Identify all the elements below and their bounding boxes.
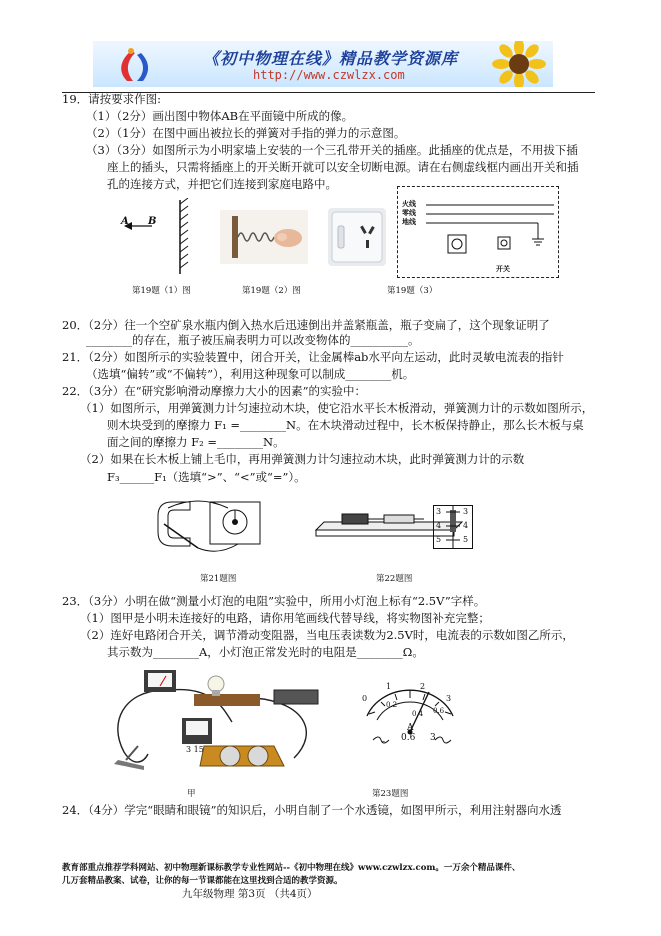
mirror-figure	[110, 198, 200, 276]
q19-title: 19．请按要求作图:	[62, 92, 162, 106]
ammeter-scale-0-6: 0.6	[433, 707, 445, 715]
live-wire-label: 火线	[402, 199, 416, 208]
ammeter-scale-0: 0	[362, 694, 368, 703]
caption-19-3: 第19题（3）	[387, 286, 438, 296]
q23-line1: 23．（3分）小明在做“测量小灯泡的电阻”实验中，所用小灯泡上标有“2.5V”字样。	[62, 594, 486, 608]
galvanometer-figure	[148, 494, 268, 564]
label-b: B	[148, 216, 157, 227]
ammeter-scale-0-2: 0.2	[386, 701, 398, 709]
q22-line1: 22．（3分）在“研究影响滑动摩擦力大小的因素”的实验中：	[62, 384, 366, 398]
banner-logo-icon	[101, 45, 161, 85]
caption-19-1: 第19题（1）图	[132, 286, 191, 296]
q22-line3: 则木块受到的摩擦力 F₁ =________N。在木块滑动过程中，长木板保持静止，那么长木板与桌	[107, 418, 584, 432]
ammeter-dial	[355, 668, 465, 758]
q20-line2: ________的存在，瓶子被压扁表明力可以改变物体的__________。	[86, 333, 420, 347]
q19-sub3-line2: 座上的插头，只需将插座上的开关断开就可以安全切断电源。请在右侧虚线框内画出开关和插	[107, 160, 579, 174]
caption-21: 第21题图	[200, 574, 237, 584]
meter-terminals-label: 3 15	[186, 745, 204, 754]
q19-sub2: （2）（1分）在图中画出被拉长的弹簧对手指的弹力的示意图。	[86, 126, 406, 140]
banner-url: http://www.czwlzx.com	[253, 68, 405, 82]
ammeter-scale-1: 1	[386, 682, 392, 691]
q19-sub3-line3: 孔的连接方式，并把它们连接到家庭电路中。	[107, 177, 337, 191]
caption-23-jia: 甲	[187, 789, 196, 799]
tick-left-4: 4	[436, 521, 442, 530]
terminal-3: 3	[430, 733, 436, 743]
q23-line3: （2）连好电路闭合开关，调节滑动变阻器，当电压表读数为2.5V时，电流表的示数如图乙所示，	[80, 628, 574, 642]
neutral-wire-label: 零线	[402, 208, 416, 217]
q22-line2: （1）如图所示，用弹簧测力计匀速拉动木块，使它沿水平长木板滑动，弹簧测力计的示数如图所示，	[80, 401, 594, 415]
scale-readout	[433, 505, 473, 549]
tick-left-5: 5	[436, 535, 442, 544]
circuit-box	[397, 186, 559, 278]
tick-left-3: 3	[436, 507, 442, 516]
page-number: 九年级物理 第3页 （共4页）	[182, 888, 318, 900]
q21-line1: 21．（2分）如图所示的实验装置中，闭合开关，让金属棒ab水平向左运动，此时灵敏电流表的指针	[62, 350, 564, 364]
circuit-apparatus-figure	[104, 662, 332, 780]
spring-photo	[220, 210, 308, 264]
caption-19-2: 第19题（2）图	[242, 286, 301, 296]
q23-line2: （1）图甲是小明未连接好的电路，请你用笔画线代替导线，将实物图补充完整；	[80, 611, 490, 625]
footer-line1: 教育部重点推荐学科网站、初中物理新课标教学专业性网站--《初中物理在线》www.czwlzx.com。一万余个精品课件、	[62, 863, 521, 873]
footer-line2: 几万套精品教案、试卷，让你的每一节课都能在这里找到合适的教学资源。	[62, 876, 343, 886]
tick-right-5: 5	[463, 535, 469, 544]
q22-line5: （2）如果在长木板上铺上毛巾，再用弹簧测力计匀速拉动木块，此时弹簧测力计的示数	[80, 452, 525, 466]
terminal-0-6: 0.6	[401, 733, 416, 743]
q24-line1: 24．（4分）学完“眼睛和眼镜”的知识后，小明自制了一个水透镜，如图甲所示，利用注射器向水透	[62, 803, 562, 817]
tick-right-4: 4	[463, 521, 469, 530]
ammeter-unit: A	[407, 723, 414, 733]
sunflower-icon	[481, 41, 553, 87]
q23-line4: 其示数为________A，小灯泡正常发光时的电阻是________Ω。	[107, 645, 424, 659]
ammeter-scale-2: 2	[420, 682, 426, 691]
ammeter-scale-3: 3	[446, 694, 452, 703]
banner-title: 《初中物理在线》精品教学资源库	[203, 49, 459, 68]
q21-line2: （选填“偏转”或“不偏转”），利用这种现象可以制成________机。	[86, 367, 415, 381]
caption-23-yi: 第23题图	[372, 789, 409, 799]
ground-wire-label: 地线	[402, 217, 416, 226]
label-a: A	[121, 216, 129, 227]
ammeter-scale-0-4: 0.4	[412, 710, 424, 718]
header-banner	[93, 41, 553, 87]
socket-photo	[328, 208, 386, 266]
terminal-minus: -	[382, 737, 386, 747]
q20-line1: 20．（2分）往一个空矿泉水瓶内倒入热水后迅速倒出并盖紧瓶盖，瓶子变扁了，这个现象证明了	[62, 318, 550, 332]
caption-22: 第22题图	[376, 574, 413, 584]
q19-sub1: （1）（2分）画出图中物体AB在平面镜中所成的像。	[86, 109, 354, 123]
tick-right-3: 3	[463, 507, 469, 516]
q22-line6: F₃______F₁（选填“>”、“<”或“=”）。	[107, 470, 306, 484]
q19-sub3-line1: （3）（3分）如图所示为小明家墙上安装的一个三孔带开关的插座。此插座的优点是，不用拔下插	[86, 143, 578, 157]
q22-line4: 面之间的摩擦力 F₂ =________N。	[107, 435, 285, 449]
switch-label: 开关	[496, 264, 510, 273]
